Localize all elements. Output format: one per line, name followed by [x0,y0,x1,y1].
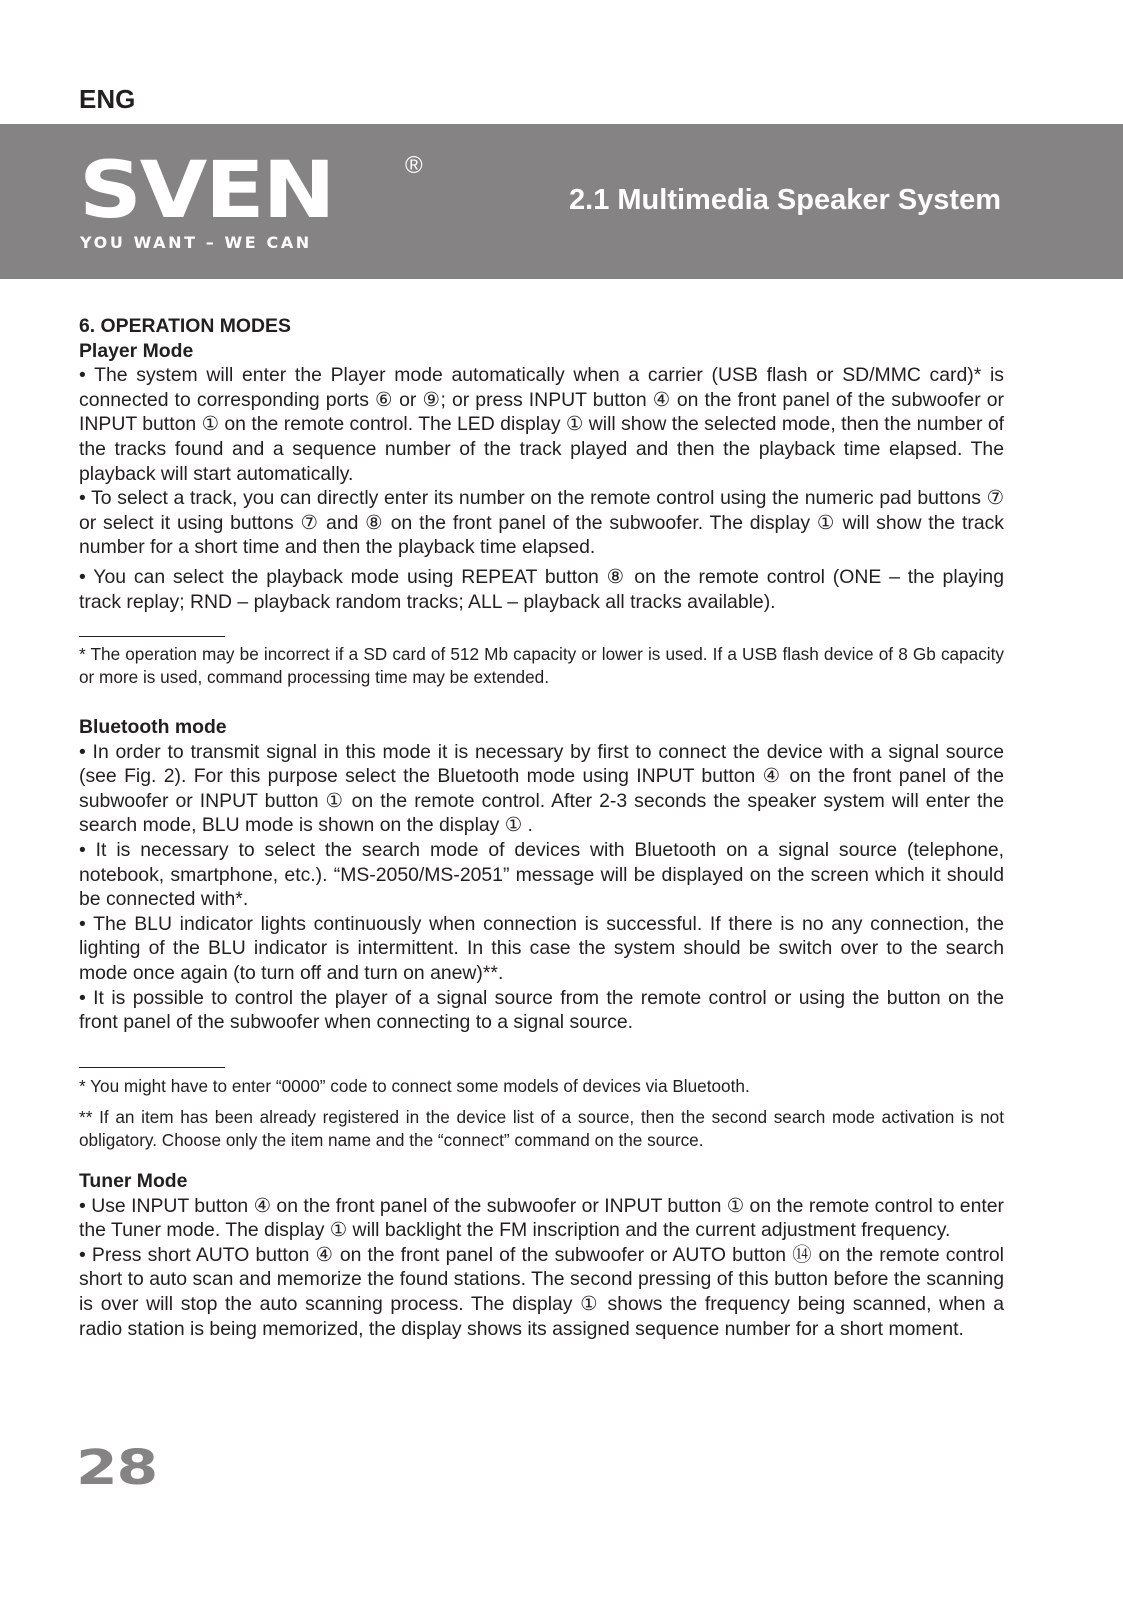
bluetooth-mode-section [79,715,1004,1035]
page-number: 28 [76,1440,157,1496]
paragraph: • To select a track, you can directly enter its number on the remote control using the numeric pad buttons ⑦ or select it using buttons ⑦ and ⑧ on the front panel of the subwoofer. The display ① will show the track number for a short time and then the playback time elapsed. [79,487,1004,559]
player-mode-title: Player Mode [79,339,194,362]
footnote-divider [79,636,225,637]
header-band [0,124,1123,279]
tuner-mode-title: Tuner Mode [79,1170,188,1192]
bluetooth-mode-title: Bluetooth mode [79,716,227,738]
paragraph: • It is necessary to select the search mode of devices with Bluetooth on a signal source (telephone, notebook, smartphone, etc.). “MS-2050/MS-2051” message will be displayed on the screen which it should be connected with*. [79,838,1004,911]
footnote: ** If an item has been already registered in the device list of a source, then the second search mode activation is not obligatory. Choose only the item name and the “connect” command on the source. [79,1107,1004,1150]
footnote-divider [79,1067,225,1068]
paragraph: • The system will enter the Player mode automatically when a carrier (USB flash or SD/MMC card)* is connected to corresponding ports ⑥ or ⑨; or press INPUT button ④ on the front panel of the subwoofer or INPUT button ① on the remote control. The LED display ① will show the selected mode, then the number of the tracks found and a sequence number of the track played and then the playback time elapsed. The playback will start automatically. [79,364,1004,485]
language-label: ENG [79,84,136,114]
sven-logo: SVEN [79,146,334,236]
tuner-mode-section [79,1169,1004,1341]
paragraph: • You can select the playback mode using REPEAT button ⑧ on the remote control (ONE – the playing track replay; RND – playback random tracks; ALL – playback all tracks available). [79,565,1004,613]
player-mode-section [79,314,1004,614]
footnotes [79,1075,1004,1160]
paragraph: • Press short AUTO button ④ on the front panel of the subwoofer or AUTO button ⑭ on the remote control short to auto scan and memorize the found stations. The second pressing of this button before the scanning is over will stop the auto scanning process. The display ① shows the frequency being scanned, when a radio station is being memorized, the display shows its assigned sequence number for a short moment. [79,1243,1004,1340]
registered-mark: ® [405,152,423,179]
slogan: YOU WANT – WE CAN [80,233,312,252]
footnote: * The operation may be incorrect if a SD card of 512 Mb capacity or lower is used. If a USB flash device of 8 Gb capacity or more is used, command processing time may be extended. [79,644,1004,687]
paragraph: • Use INPUT button ④ on the front panel of the subwoofer or INPUT button ① on the remote control to enter the Tuner mode. The display ① will backlight the FM inscription and the current adjustment frequency. [79,1194,1004,1242]
paragraph: • It is possible to control the player of a signal source from the remote control or using the button on the front panel of the subwoofer when connecting to a signal source. [79,986,1004,1034]
paragraph: • The BLU indicator lights continuously when connection is successful. If there is no any connection, the lighting of the BLU indicator is intermittent. In this case the system should be switch over to the search mode once again (to turn off and turn on anew)**. [79,912,1004,984]
paragraph: • In order to transmit signal in this mode it is necessary by first to connect the device with a signal source (see Fig. 2). For this purpose select the Bluetooth mode using INPUT button ④ on the front panel of the subwoofer or INPUT button ① on the remote control. After 2-3 seconds the speaker system will enter the search mode, BLU mode is shown on the display ① . [79,740,1004,837]
footnotes [79,643,1004,697]
section-title: 6. OPERATION MODES [79,315,291,337]
footnote: * You might have to enter “0000” code to connect some models of devices via Bluetooth. [79,1076,750,1096]
product-title: 2.1 Multimedia Speaker System [569,184,1001,216]
